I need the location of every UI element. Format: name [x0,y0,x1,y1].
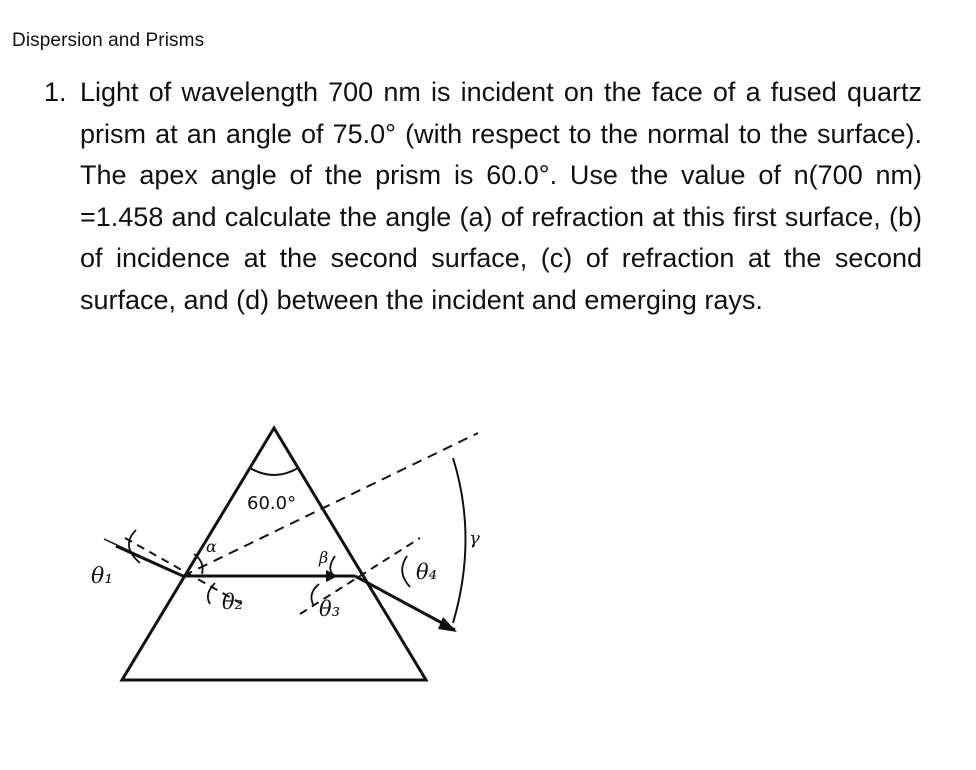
emerging-ray [355,576,455,630]
incident-ray-extension [104,539,183,576]
prism-diagram [90,418,510,718]
beta-angle-arc [330,556,335,576]
theta4-angle-arc [402,556,410,587]
theta3-label: θ₃ [319,597,341,621]
prism-triangle [122,428,426,680]
prism-diagram-svg [90,418,510,718]
problem-number: 1. [44,77,67,107]
theta1-label: θ₁ [91,564,114,589]
problem-text: Light of wavelength 700 nm is incident on the face of a fused quartz prism at an angle of 75.0° (with respect to the normal to the surface). The apex angle of the prism is 60.0°. Use the value of n(700 nm) =1.458 and calculate the angle (a) of refraction at this first surface, (b) of incidence at the second surface, (c) of refraction at the second surface, and (d) between the incident and emerging rays. [80,77,922,315]
internal-ray-arrow [326,570,338,582]
theta4-label: θ₄ [416,560,438,584]
gamma-deviation-arc [453,458,466,623]
problem-block [44,72,924,321]
section-title: Dispersion and Prisms [12,30,205,51]
beta-label: β [319,548,329,567]
theta2-angle-arc [208,583,215,604]
alpha-label: α [206,537,217,556]
theta2-label: θ₂ [222,590,244,614]
apex-angle-label: 60.0° [247,493,297,514]
gamma-label: γ [469,528,480,549]
apex-angle-arc [250,468,298,475]
